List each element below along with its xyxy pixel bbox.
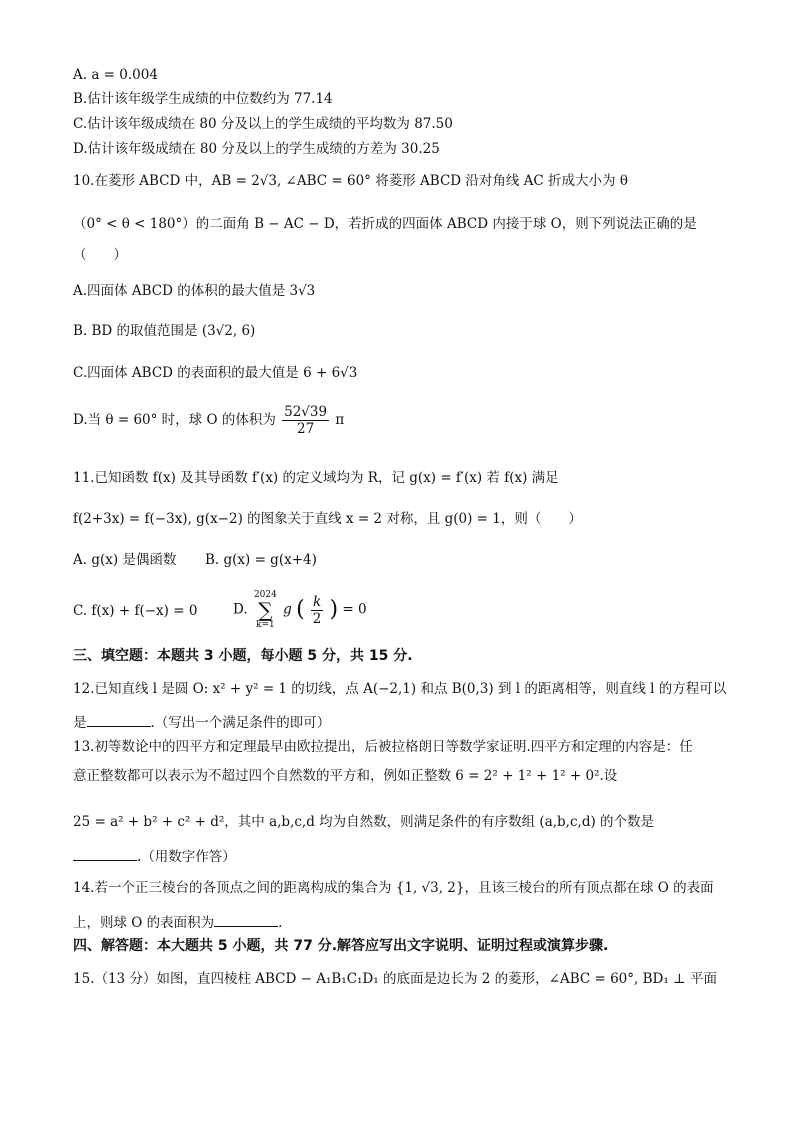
q11-option-c: C. f(x) + f(−x) = 0	[73, 603, 198, 619]
q14-line2-prefix: 上，则球 O 的表面积为	[73, 915, 215, 931]
summation-upper: 2024	[253, 590, 277, 600]
fraction-denominator: 2	[312, 610, 322, 627]
q10-option-b: B. BD 的取值范围是 (3√2, 6)	[73, 323, 256, 339]
q10-option-d-text: D.当 θ = 60° 时，球 O 的体积为	[73, 412, 276, 428]
summation-lower: k=1	[256, 620, 275, 630]
summation-symbol	[254, 590, 277, 630]
q12-line2-suffix: .（写出一个满足条件的即可）	[150, 715, 331, 731]
q13-line4	[73, 846, 734, 866]
q11-stem-line2: f(2+3x) = f(−3x), g(x−2) 的图象关于直线 x = 2 对称，且 g(0) = 1，则（ ）	[73, 511, 582, 527]
q14-line2-suffix: .	[278, 915, 283, 931]
right-paren: )	[329, 597, 339, 622]
q11-option-d-fraction	[311, 594, 323, 627]
q11-option-d-label: D.	[233, 601, 248, 618]
q9-option-d: D.估计该年级成绩在 80 分及以上的学生成绩的方差为 30.25	[73, 141, 440, 157]
q10-option-d-pi: π	[335, 412, 345, 428]
q14-line2	[73, 912, 734, 932]
q10-option-d	[73, 404, 734, 437]
answer-blank[interactable]	[214, 912, 278, 927]
q13-line4-suffix: .（用数字作答）	[137, 849, 236, 865]
q13-line2: 意正整数都可以表示为不超过四个自然数的平方和，例如正整数 6 = 2² + 1² + 1² + 0².设	[73, 768, 618, 784]
q11-stem-line1: 11.已知函数 f(x) 及其导函数 f′(x) 的定义域均为 R，记 g(x) = f′(x) 若 f(x) 满足	[73, 470, 559, 486]
section-3-heading: 三、填空题：本题共 3 小题，每小题 5 分，共 15 分.	[73, 648, 413, 664]
q9-option-b: B.估计该年级学生成绩的中位数约为 77.14	[73, 91, 333, 107]
q13-line3: 25 = a² + b² + c² + d²，其中 a,b,c,d 均为自然数，则满足条件的有序数组 (a,b,c,d) 的个数是	[73, 814, 655, 830]
q11-option-a: A. g(x) 是偶函数	[73, 552, 177, 568]
q14-line1: 14.若一个正三棱台的各顶点之间的距离构成的集合为 {1, √3, 2}，且该三棱台的所有顶点都在球 O 的表面	[73, 880, 714, 896]
q13-line1: 13.初等数论中的四平方和定理最早由欧拉提出，后被拉格朗日等数学家证明.四平方和定理的内容是：任	[73, 739, 693, 755]
q10-answer-paren: （ ）	[73, 247, 127, 263]
q12-line2-prefix: 是	[73, 715, 87, 731]
fraction-denominator: 27	[297, 421, 315, 437]
q12-line1: 12.已知直线 l 是圆 O: x² + y² = 1 的切线，点 A(−2,1) 和点 B(0,3) 到 l 的距离相等，则直线 l 的方程可以	[73, 681, 727, 697]
q9-option-a: A. a = 0.004	[73, 67, 158, 83]
q12-line2	[73, 712, 734, 732]
q11-option-d	[233, 590, 734, 630]
q10-option-a: A.四面体 ABCD 的体积的最大值是 3√3	[73, 283, 316, 299]
answer-blank[interactable]	[73, 846, 137, 861]
q11-option-d-func: g	[283, 601, 292, 618]
fraction-numerator: 52√39	[284, 404, 328, 420]
q9-option-c: C.估计该年级成绩在 80 分及以上的学生成绩的平均数为 87.50	[73, 116, 453, 132]
section-4-heading: 四、解答题：本大题共 5 小题，共 77 分.解答应写出文字说明、证明过程或演算步骤.	[73, 938, 609, 954]
q10-option-c: C.四面体 ABCD 的表面积的最大值是 6 + 6√3	[73, 365, 358, 381]
fraction-numerator: k	[312, 593, 322, 610]
q10-option-d-fraction	[282, 404, 329, 437]
q10-stem-line2: （0° < θ < 180°）的二面角 B − AC − D，若折成的四面体 ABCD 内接于球 O，则下列说法正确的是	[73, 216, 697, 232]
q10-stem-line1: 10.在菱形 ABCD 中，AB = 2√3, ∠ABC = 60° 将菱形 ABCD 沿对角线 AC 折成大小为 θ	[73, 173, 628, 189]
q11-option-d-result: = 0	[342, 601, 367, 618]
q15-line1: 15.（13 分）如图，直四棱柱 ABCD − A₁B₁C₁D₁ 的底面是边长为 2 的菱形，∠ABC = 60°, BD₁ ⊥ 平面	[73, 971, 718, 987]
q11-option-b: B. g(x) = g(x+4)	[205, 552, 317, 568]
answer-blank[interactable]	[87, 712, 151, 727]
left-paren: (	[296, 597, 305, 622]
sigma-glyph: ∑	[258, 598, 273, 622]
